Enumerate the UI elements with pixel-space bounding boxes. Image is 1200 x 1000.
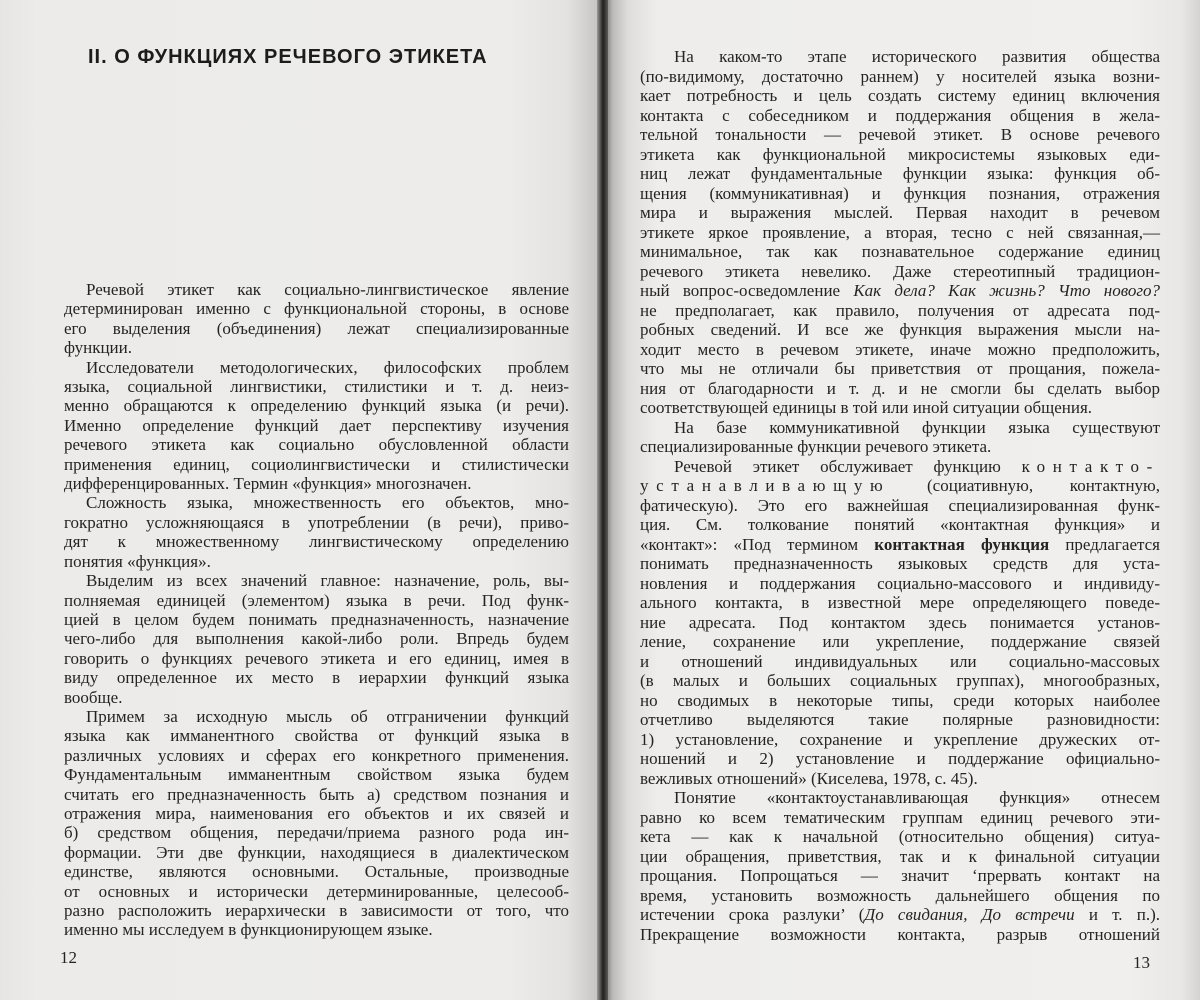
text-line: новления и поддержания социально-массового и индивиду- [640,573,1160,593]
text-line: мира и выражения мыслей. Первая находит в речевом [640,203,1160,222]
text-line: вообще. [64,687,123,707]
left-page-body [64,280,569,940]
text-line: На каком-то этапе исторического развития общества [674,47,1160,66]
text-line: специализированные функции речевого этикета. [640,437,992,456]
text-line: фатическую). Это его важнейшая специализированная функ- [640,495,1160,515]
paragraph [640,47,1160,418]
text-line: На базе коммуникативной функции языка существуют [674,417,1160,437]
text-line: ального контакта, в известной мере определяющего поведе- [640,593,1160,612]
chapter-heading: II. О ФУНКЦИЯХ РЕЧЕВОГО ЭТИКЕТА [88,46,488,68]
text-line: языка как имманентного свойства от функций языка в [64,726,569,746]
text-line: Речевой этикет как социально-лингвистическое явление [86,280,569,299]
text-line: применения единиц, социолингвистически и стилистически [64,454,569,474]
text-line [640,457,1160,477]
text-line: ление, сохранение или укрепление, поддержание связей [640,632,1160,651]
text-line: тельной тональности — речевой этикет. В основе речевого [640,125,1160,144]
text-line: но сводимых в некоторые типы, среди которых наиболее [640,690,1160,710]
paragraph [64,493,569,571]
page-number-left: 12 [60,948,77,967]
italic-phrase: Как дела? Как жизнь? Что нового? [853,281,1160,300]
text-line: время, установить возможность дальнейшего общения по [640,885,1160,905]
spaced-emphasis: устанавливающую [640,476,891,495]
text-line: ниц лежат фундаментальные функции языка: функция об- [640,164,1160,183]
text-line: (по-видимому, достаточно раннем) у носителей языка возни- [640,66,1160,86]
italic-phrase: До свидания, До встречи [864,905,1075,924]
text-segment: и т. п.). [1074,905,1160,924]
text-line [640,281,1160,301]
text-line: Понятие «контактоустанавливающая функция» отнесем [674,788,1160,807]
text-line: ходит место в речевом этикете, иначе можно предположить, [640,339,1160,359]
text-segment: предлагается [1049,534,1160,554]
text-line: равно ко всем тематическим группам единиц речевого эти- [640,807,1160,827]
text-line: вежливых отношений» (Киселева, 1978, с. 45). [640,768,978,788]
text-line [640,476,1160,496]
paragraph [640,788,1160,944]
text-line: этикете яркое проявление, а вторая, тесно с ней связанная,— [640,222,1160,242]
text-line: виду определенное их место в иерархии функций языка [64,668,569,688]
text-line: что мы не отличали бы приветствия от прощания, пожела- [640,359,1160,378]
text-line: Фундаментальным имманентным свойством языка будем [64,765,569,785]
text-line: (в малых и больших социальных группах), многообразных, [640,671,1160,690]
text-line: отчетливо выделяются такие полярные разновидности: [640,710,1160,729]
text-line: контакта с собеседником и поддержания общения в жела- [640,105,1160,125]
text-line: говорить о функциях речевого этикета и его единиц, имея в [64,648,569,668]
paragraph [64,571,569,707]
spaced-emphasis: контакто- [1021,456,1160,476]
text-segment: истечении срока разлуки’ ( [640,905,865,924]
bold-term: контактная функция [874,534,1050,554]
text-line: Примем за исходную мысль об отграничении функций [86,706,569,726]
text-line: прощания. Попрощаться — значит ‘прервать контакт на [640,866,1160,885]
text-line [640,535,1160,555]
text-line: разно расположить иерархически в зависимости от того, что [64,901,569,920]
text-line: кета — как к начальной (относительно общения) ситуа- [640,827,1160,846]
text-line: ние адресата. Под контактом здесь понимается установ- [640,612,1160,632]
text-line: минимальное, так как познавательное содержание единиц [640,242,1160,261]
text-line: Именно определение функций дает перспективу изучения [64,415,569,435]
text-line: языка, социальной лингвистики, стилистики и т. д. неиз- [64,377,569,397]
text-line: функции. [64,338,132,358]
text-line: ношений и 2) установление и поддержание официально- [640,749,1160,768]
paragraph [64,358,569,494]
paragraph [64,707,569,940]
text-line: ции обращения, приветствия, так и к финальной ситуации [640,846,1160,866]
paragraph [640,418,1160,457]
text-line: этикета как функциональной микросистемы языковых еди- [640,144,1160,164]
text-line: дят к множественному лингвистическому определению [64,532,569,552]
text-line: Выделим из всех значений главное: назначение, роль, вы- [86,571,569,591]
paragraph [64,280,569,358]
paragraph [640,457,1160,789]
text-line: соответствующей единицы в той или иной ситуации общения. [640,398,1093,417]
right-page-body [640,47,1160,944]
page-number-right: 13 [1133,953,1150,972]
text-line: речевого этикета как социально обусловленной области [64,435,569,455]
text-segment: «контакт»: «Под термином [640,534,875,554]
text-line: Прекращение возможности контакта, разрыв отношений [640,924,1160,944]
text-line [640,905,1160,925]
book-gutter [597,0,608,1000]
text-line: чего-либо для выполнения какой-либо роли. Впредь будем [64,629,569,649]
text-line: менно обращаются к определению функций языка (и речи). [64,396,569,416]
text-line: речевого этикета невелико. Даже стереотипный традицион- [640,261,1160,281]
text-line: гократно усложняющаяся в употреблении (в речи), приво- [64,512,569,532]
text-line: единстве, являются основными. Остальные, производные [64,862,569,882]
text-line: и отношений индивидуальных или социально-массовых [640,651,1160,671]
text-line: цией в целом будем понимать предназначенность, назначение [64,609,569,629]
right-page [604,0,1200,1000]
text-line: формации. Эти две функции, находящиеся в диалектическом [64,842,569,862]
text-line: б) средством общения, передачи/приема разного рода ин- [64,823,569,843]
text-line: ция. См. толкование понятий «контактная функция» и [640,515,1160,534]
text-line: понятия «функция». [64,551,211,571]
text-line: щения (коммуникативная) и функция познания, отражения [640,183,1160,203]
text-line: робных сведений. И все же функция выражения мысли на- [640,320,1160,339]
text-line: понимать предназначенность языковых средств для уста- [640,554,1160,573]
text-segment: ный вопрос-осведомление [640,281,854,300]
text-line: считать его предназначенность быть а) средством познания и [64,784,569,804]
text-line: отражения мира, наименования его объектов и их связей и [64,803,569,823]
text-line: именно мы исследуем в функционирующем языке. [64,920,433,940]
text-line: не предполагает, как правило, получения от адресата под- [640,300,1160,320]
text-segment: Речевой этикет обслуживает функцию [674,456,1022,476]
text-segment: (социативную, контактную, [890,476,1160,495]
text-line: Сложность языка, множественность его объектов, мно- [86,493,569,513]
text-line: различных условиях и сферах его конкретного применения. [64,745,569,765]
text-line: его выделения (объединения) лежат специализированные [64,318,569,338]
text-line: дифференцированных. Термин «функция» многозначен. [64,474,472,494]
text-line: детерминирован именно с функциональной стороны, в основе [64,299,569,319]
text-line: полняемая единицей (элементом) языка в речи. Под функ- [64,590,569,610]
text-line: кает потребность и цель создать систему единиц включения [640,86,1160,105]
text-line: Исследователи методологических, философских проблем [86,357,569,377]
text-line: ния от благодарности и т. д. и не смогли бы сделать выбор [640,378,1160,398]
text-line: от основных и исторически детерминированные, целесооб- [64,881,569,901]
text-line: 1) установление, сохранение и укрепление дружеских от- [640,729,1160,749]
